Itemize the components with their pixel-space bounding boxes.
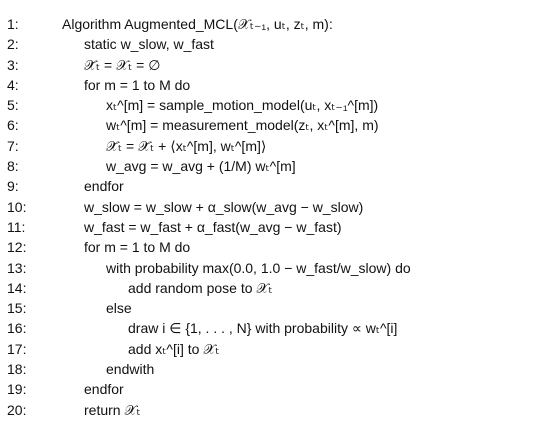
line-code: 𝒳̄ₜ = 𝒳̄ₜ + ⟨xₜ^[m], wₜ^[m]⟩ <box>106 137 267 154</box>
line-code: 𝒳̄ₜ = 𝒳ₜ = ∅ <box>84 56 161 73</box>
line-code: static w_slow, w_fast <box>84 36 214 53</box>
line-code: for m = 1 to M do <box>84 239 191 256</box>
line-code: w_avg = w_avg + (1/M) wₜ^[m] <box>106 158 296 175</box>
algorithm-line <box>0 55 554 75</box>
line-number: 14: <box>7 279 27 296</box>
line-code: w_slow = w_slow + α_slow(w_avg − w_slow) <box>84 198 364 215</box>
line-code: w_fast = w_fast + α_fast(w_avg − w_fast) <box>84 218 342 235</box>
line-number: 17: <box>7 340 27 357</box>
line-number: 12: <box>7 239 27 256</box>
line-number: 16: <box>7 320 27 337</box>
line-code: else <box>106 300 132 317</box>
algorithm-line <box>0 379 554 399</box>
algorithm-line <box>0 339 554 359</box>
line-number: 5: <box>7 97 19 114</box>
line-code: with probability max(0.0, 1.0 − w_fast/w_slow) do <box>106 259 411 276</box>
algorithm-line <box>0 95 554 115</box>
line-code: endfor <box>84 178 124 195</box>
algorithm-line <box>0 136 554 156</box>
line-number: 4: <box>7 76 19 93</box>
line-number: 6: <box>7 117 19 134</box>
algorithm-listing <box>0 14 554 420</box>
algorithm-line <box>0 75 554 95</box>
line-number: 11: <box>7 218 26 235</box>
algorithm-line <box>0 197 554 217</box>
line-code: endfor <box>84 381 124 398</box>
algorithm-line <box>0 115 554 135</box>
line-number: 13: <box>7 259 27 276</box>
line-code: return 𝒳ₜ <box>84 401 141 418</box>
line-number: 19: <box>7 381 27 398</box>
algorithm-line <box>0 176 554 196</box>
algorithm-line <box>0 14 554 34</box>
algorithm-header: Algorithm Augmented_MCL(𝒳ₜ₋₁, uₜ, zₜ, m): <box>62 16 333 32</box>
line-number: 7: <box>7 137 19 154</box>
algorithm-line <box>0 156 554 176</box>
algorithm-line <box>0 318 554 338</box>
line-code: endwith <box>106 361 155 378</box>
line-number: 1: <box>7 16 19 32</box>
algorithm-line <box>0 400 554 420</box>
line-number: 10: <box>7 198 27 215</box>
line-code: add xₜ^[i] to 𝒳ₜ <box>128 340 220 357</box>
algorithm-line <box>0 258 554 278</box>
line-number: 2: <box>7 36 19 53</box>
algorithm-line <box>0 34 554 54</box>
line-number: 8: <box>7 158 19 175</box>
line-number: 18: <box>7 361 27 378</box>
line-code: for m = 1 to M do <box>84 76 191 93</box>
line-number: 15: <box>7 300 27 317</box>
algorithm-line <box>0 298 554 318</box>
line-number: 3: <box>7 56 19 73</box>
algorithm-line <box>0 278 554 298</box>
line-code: draw i ∈ {1, . . . , N} with probability ∝ wₜ^[i] <box>128 320 398 337</box>
line-code: wₜ^[m] = measurement_model(zₜ, xₜ^[m], m) <box>106 117 379 134</box>
algorithm-line <box>0 359 554 379</box>
algorithm-line <box>0 217 554 237</box>
line-code: xₜ^[m] = sample_motion_model(uₜ, xₜ₋₁^[m]) <box>106 97 379 114</box>
line-number: 20: <box>7 401 27 418</box>
algorithm-line <box>0 237 554 257</box>
line-code: add random pose to 𝒳ₜ <box>128 279 273 296</box>
line-number: 9: <box>7 178 19 195</box>
